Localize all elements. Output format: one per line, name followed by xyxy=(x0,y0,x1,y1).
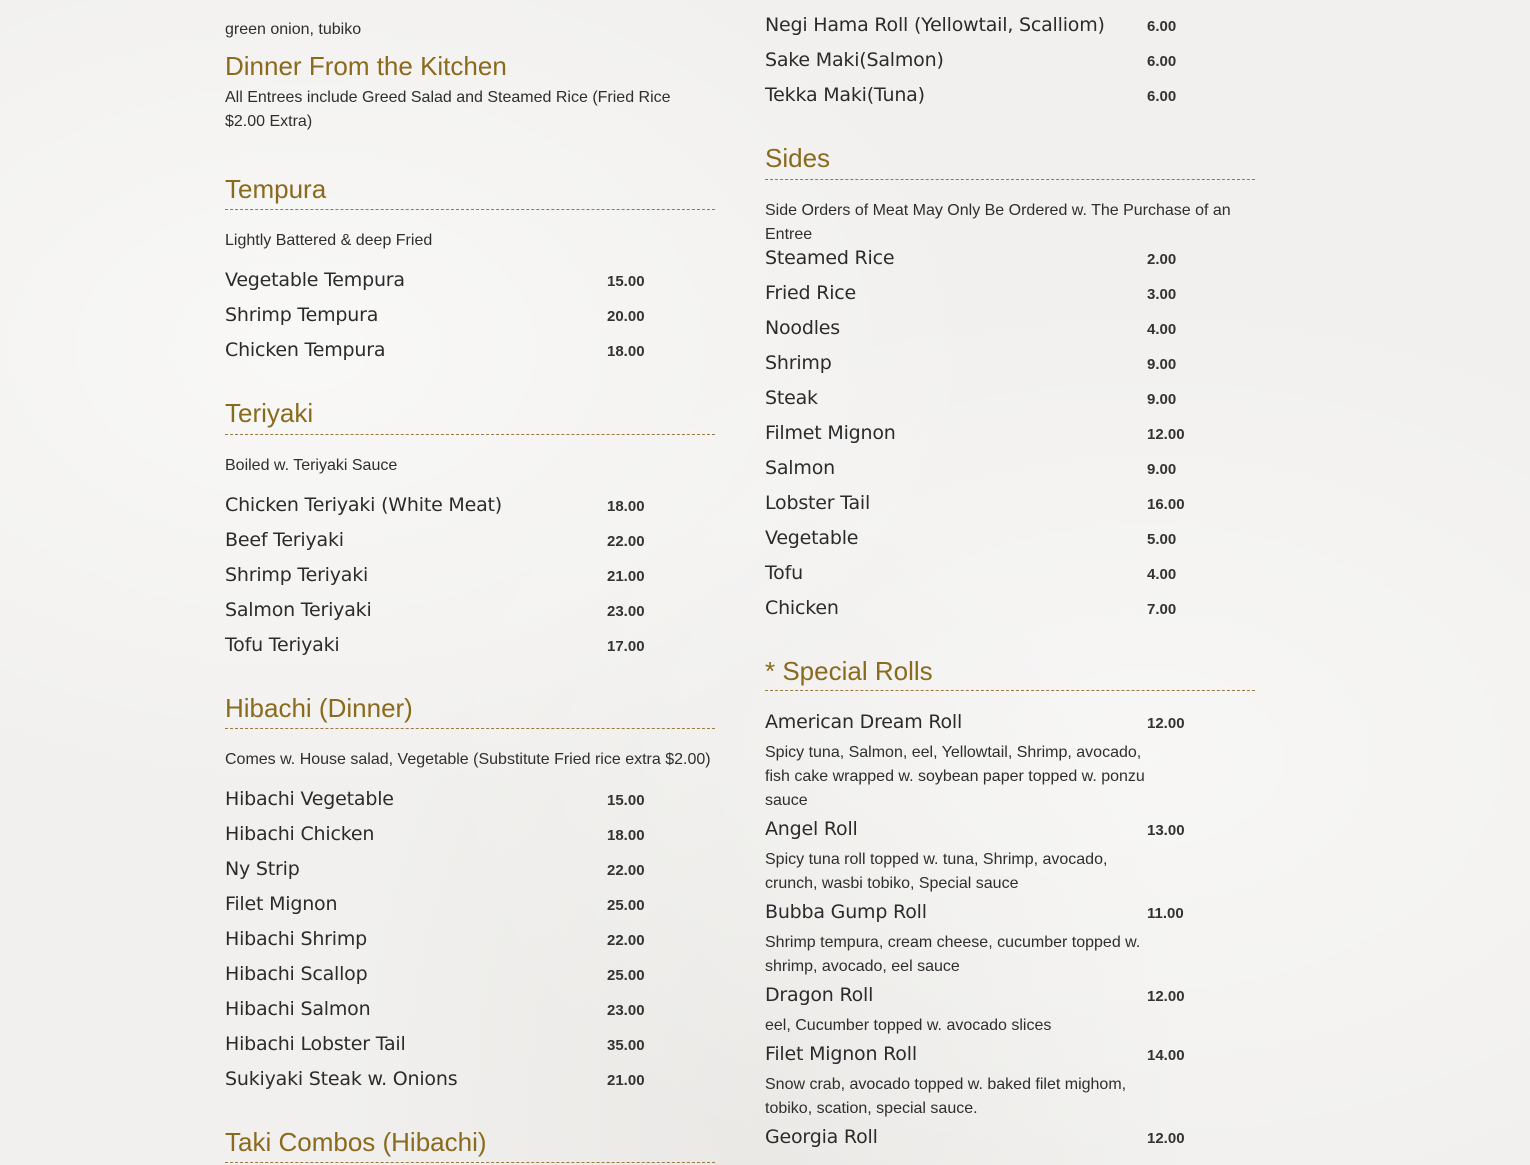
menu-item xyxy=(225,560,715,590)
menu-item xyxy=(225,1064,715,1094)
menu-item-price: 23.00 xyxy=(607,603,645,620)
menu-item-name: Beef Teriyaki xyxy=(225,529,344,551)
menu-item xyxy=(225,490,715,520)
section-title-hibachi: Hibachi (Dinner) xyxy=(225,693,413,723)
menu-item xyxy=(225,889,715,919)
menu-item-price: 15.00 xyxy=(607,273,645,290)
section-divider xyxy=(765,690,1255,691)
menu-item-price: 13.00 xyxy=(1147,822,1185,839)
menu-item xyxy=(765,453,1255,483)
menu-item-name: Chicken Teriyaki (White Meat) xyxy=(225,494,502,516)
menu-item-price: 22.00 xyxy=(607,862,645,879)
menu-item-name: Hibachi Lobster Tail xyxy=(225,1033,406,1055)
item-description: Spicy tuna, Salmon, eel, Yellowtail, Shrimp, avocado, fish cake wrapped w. soybean paper topped w. ponzu sauce xyxy=(765,744,1145,809)
section-divider xyxy=(225,728,715,729)
section-description: All Entrees include Greed Salad and Steamed Rice (Fried Rice $2.00 Extra) xyxy=(225,89,671,130)
menu-item xyxy=(765,523,1255,553)
menu-item-price: 25.00 xyxy=(607,967,645,984)
menu-item-price: 18.00 xyxy=(607,343,645,360)
menu-item-name: Bubba Gump Roll xyxy=(765,901,927,923)
section-title-dinner: Dinner From the Kitchen xyxy=(225,51,507,81)
menu-item-price: 16.00 xyxy=(1147,496,1185,513)
menu-item-price: 7.00 xyxy=(1147,601,1177,618)
menu-item-price: 12.00 xyxy=(1147,426,1185,443)
menu-item xyxy=(765,593,1255,623)
menu-item-name: Filet Mignon Roll xyxy=(765,1043,917,1065)
section-title-teriyaki: Teriyaki xyxy=(225,398,314,428)
menu-item-price: 12.00 xyxy=(1147,715,1185,732)
section-divider xyxy=(225,1162,715,1163)
menu-item-name: Fried Rice xyxy=(765,282,857,304)
menu-item-name: Filmet Mignon xyxy=(765,422,896,444)
section-divider xyxy=(765,179,1255,180)
menu-item xyxy=(765,1122,1255,1152)
menu-item xyxy=(765,383,1255,413)
menu-item-price: 35.00 xyxy=(607,1037,645,1054)
menu-item-name: Lobster Tail xyxy=(765,492,871,514)
menu-item xyxy=(225,595,715,625)
menu-item xyxy=(765,897,1255,927)
menu-item xyxy=(765,707,1255,737)
menu-item-name: Chicken xyxy=(765,597,839,619)
menu-item-name: Sake Maki(Salmon) xyxy=(765,49,944,71)
menu-item xyxy=(765,45,1255,75)
menu-item xyxy=(765,80,1255,110)
section-description: Boiled w. Teriyaki Sauce xyxy=(225,457,398,474)
menu-item xyxy=(765,243,1255,273)
menu-item-price: 21.00 xyxy=(607,568,645,585)
menu-item xyxy=(765,488,1255,518)
menu-item-price: 11.00 xyxy=(1147,905,1184,922)
section-title-special-rolls: * Special Rolls xyxy=(765,656,933,686)
menu-item-name: Vegetable Tempura xyxy=(225,269,405,291)
menu-item-price: 9.00 xyxy=(1147,461,1177,478)
item-description: eel, Cucumber topped w. avocado slices xyxy=(765,1017,1052,1034)
menu-item-name: Hibachi Chicken xyxy=(225,823,375,845)
menu-item xyxy=(765,278,1255,308)
menu-item-name: Salmon xyxy=(765,457,835,479)
menu-item-name: Sukiyaki Steak w. Onions xyxy=(225,1068,458,1090)
menu-item-name: Vegetable xyxy=(765,527,859,549)
section-title-sides: Sides xyxy=(765,143,831,173)
menu-item-price: 17.00 xyxy=(607,638,645,655)
menu-item xyxy=(225,1029,715,1059)
menu-item xyxy=(765,814,1255,844)
menu-item-price: 18.00 xyxy=(607,498,645,515)
menu-item-price: 14.00 xyxy=(1147,1047,1185,1064)
menu-item-name: American Dream Roll xyxy=(765,711,963,733)
menu-item xyxy=(765,558,1255,588)
menu-item-price: 15.00 xyxy=(607,792,645,809)
menu-item xyxy=(225,525,715,555)
item-description: Spicy tuna roll topped w. tuna, Shrimp, avocado, crunch, wasbi tobiko, Special sauce xyxy=(765,851,1108,892)
menu-item-price: 2.00 xyxy=(1147,251,1177,268)
menu-item xyxy=(225,959,715,989)
section-description: Side Orders of Meat May Only Be Ordered w. The Purchase of an Entree xyxy=(765,202,1231,243)
menu-item-name: Tofu Teriyaki xyxy=(225,634,340,656)
menu-item xyxy=(225,630,715,660)
item-description: green onion, tubiko xyxy=(225,21,362,38)
menu-item-price: 23.00 xyxy=(607,1002,645,1019)
menu-item-name: Steak xyxy=(765,387,818,409)
menu-item-price: 6.00 xyxy=(1147,18,1177,35)
section-description: Lightly Battered & deep Fried xyxy=(225,232,433,249)
menu-item-price: 3.00 xyxy=(1147,286,1177,303)
menu-item-name: Shrimp Tempura xyxy=(225,304,379,326)
menu-item xyxy=(765,418,1255,448)
menu-item-price: 25.00 xyxy=(607,897,645,914)
menu-item-name: Negi Hama Roll (Yellowtail, Scalliom) xyxy=(765,14,1105,36)
menu-item-name: Angel Roll xyxy=(765,818,858,840)
menu-item xyxy=(225,924,715,954)
menu-item-name: Steamed Rice xyxy=(765,247,895,269)
menu-item-name: Hibachi Salmon xyxy=(225,998,371,1020)
menu-item-price: 20.00 xyxy=(607,308,645,325)
menu-item xyxy=(225,994,715,1024)
menu-item-name: Hibachi Vegetable xyxy=(225,788,394,810)
item-description: Snow crab, avocado topped w. baked filet mighom, tobiko, scation, special sauce. xyxy=(765,1076,1127,1117)
menu-item-price: 9.00 xyxy=(1147,356,1177,373)
menu-item-name: Tekka Maki(Tuna) xyxy=(765,84,925,106)
menu-item-name: Salmon Teriyaki xyxy=(225,599,372,621)
menu-item xyxy=(765,980,1255,1010)
section-divider xyxy=(225,209,715,210)
section-description: Comes w. House salad, Vegetable (Substitute Fried rice extra $2.00) xyxy=(225,751,711,768)
menu-item-price: 6.00 xyxy=(1147,88,1177,105)
menu-item-name: Shrimp xyxy=(765,352,832,374)
menu-item-price: 5.00 xyxy=(1147,531,1177,548)
item-description: Shrimp tempura, cream cheese, cucumber topped w. shrimp, avocado, eel sauce xyxy=(765,934,1141,975)
section-title-taki-combos: Taki Combos (Hibachi) xyxy=(225,1127,487,1157)
menu-item-price: 18.00 xyxy=(607,827,645,844)
menu-item-price: 21.00 xyxy=(607,1072,645,1089)
menu-item xyxy=(765,1039,1255,1069)
menu-item-name: Hibachi Scallop xyxy=(225,963,368,985)
menu-item-name: Hibachi Shrimp xyxy=(225,928,368,950)
menu-item xyxy=(225,854,715,884)
menu-item-name: Filet Mignon xyxy=(225,893,338,915)
menu-item-price: 12.00 xyxy=(1147,1130,1185,1147)
menu-item-name: Tofu xyxy=(765,562,803,584)
menu-item xyxy=(765,313,1255,343)
menu-item-price: 22.00 xyxy=(607,533,645,550)
menu-item-price: 4.00 xyxy=(1147,566,1177,583)
menu-item-name: Shrimp Teriyaki xyxy=(225,564,369,586)
menu-item xyxy=(225,335,715,365)
menu-item-price: 9.00 xyxy=(1147,391,1177,408)
menu-item xyxy=(765,348,1255,378)
menu-item xyxy=(225,784,715,814)
menu-item-price: 12.00 xyxy=(1147,988,1185,1005)
menu-item xyxy=(225,300,715,330)
menu-item-name: Noodles xyxy=(765,317,840,339)
section-title-tempura: Tempura xyxy=(225,174,327,204)
menu-item-name: Ny Strip xyxy=(225,858,300,880)
section-divider xyxy=(225,434,715,435)
menu-item-name: Georgia Roll xyxy=(765,1126,878,1148)
menu-item-price: 22.00 xyxy=(607,932,645,949)
menu-item-name: Dragon Roll xyxy=(765,984,874,1006)
menu-item xyxy=(225,265,715,295)
menu-item xyxy=(225,819,715,849)
menu-item xyxy=(765,10,1255,40)
menu-item-name: Chicken Tempura xyxy=(225,339,386,361)
menu-item-price: 6.00 xyxy=(1147,53,1177,70)
menu-item-price: 4.00 xyxy=(1147,321,1177,338)
